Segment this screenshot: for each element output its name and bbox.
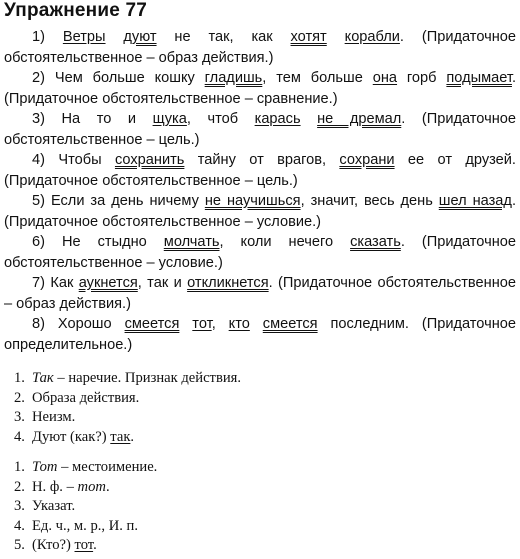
text-fragment: Хорошо bbox=[57, 316, 125, 332]
predicate-word: сохранить bbox=[114, 152, 185, 168]
sentence-number: 2) bbox=[32, 70, 55, 86]
text-fragment: не так, как bbox=[156, 29, 291, 45]
predicate-word: аукнется bbox=[78, 275, 138, 291]
text-fragment: последним. bbox=[317, 316, 422, 332]
italic-term: тот bbox=[77, 478, 106, 495]
predicate-word: шел назад bbox=[438, 193, 512, 209]
predicate-word: подымает bbox=[446, 70, 512, 86]
text-fragment: . bbox=[130, 428, 135, 445]
analysis-item bbox=[14, 408, 314, 428]
text-fragment: , значит, весь день bbox=[300, 193, 439, 209]
sentence-number: 8) bbox=[32, 316, 58, 332]
text-fragment: (Придаточное обстоятельственное – цель.) bbox=[4, 172, 298, 189]
text-fragment: тайну от врагов, bbox=[184, 152, 340, 168]
text-fragment: . bbox=[400, 234, 422, 250]
predicate-word: гладишь bbox=[204, 70, 263, 86]
text-fragment: Чем больше кошку bbox=[54, 70, 205, 86]
predicate-word: откликнется bbox=[187, 275, 269, 291]
predicate-word: сказать bbox=[350, 234, 401, 250]
text-fragment: , bbox=[211, 316, 229, 332]
sentence-number: 7) bbox=[32, 275, 51, 291]
text-fragment: . bbox=[268, 275, 279, 291]
subject-word: карась bbox=[254, 111, 301, 127]
analysis-item bbox=[14, 478, 314, 498]
text-fragment: (Придаточное обстоятельственное – образ действия.) bbox=[4, 29, 517, 66]
text-fragment: (Кто?) bbox=[32, 537, 75, 553]
sentence-number: 6) bbox=[32, 234, 62, 250]
analysis-item bbox=[14, 536, 314, 556]
text-fragment: (Придаточное определительное.) bbox=[4, 316, 516, 353]
analysis-number: 2. bbox=[14, 478, 25, 495]
subject-word: щука bbox=[152, 111, 187, 127]
text-fragment: Как bbox=[50, 275, 79, 291]
text-fragment: Указат. bbox=[32, 498, 76, 514]
sentence-paragraph bbox=[4, 232, 516, 273]
predicate-word: хотят bbox=[290, 29, 327, 45]
predicate-word: молчать bbox=[163, 234, 220, 250]
text-fragment: , тем больше bbox=[262, 70, 373, 86]
sentences-block bbox=[4, 27, 516, 355]
text-fragment: – местоимение. bbox=[57, 459, 158, 475]
text-fragment: . bbox=[93, 537, 97, 553]
text-fragment: Не стыдно bbox=[61, 234, 164, 250]
text-fragment: , коли нечего bbox=[219, 234, 351, 250]
text-fragment bbox=[250, 316, 263, 332]
analysis-item bbox=[14, 428, 314, 448]
text-fragment: . bbox=[511, 70, 517, 86]
predicate-word: сохрани bbox=[339, 152, 395, 168]
sentence-paragraph bbox=[4, 314, 516, 355]
predicate-word: не дремал bbox=[317, 111, 402, 127]
text-fragment: Дуют (как?) bbox=[32, 428, 111, 445]
sentence-number: 4) bbox=[32, 152, 59, 168]
italic-term: Так bbox=[32, 370, 54, 386]
subject-word: кто bbox=[228, 316, 250, 332]
italic-term: Тот bbox=[32, 459, 58, 475]
subject-word: она bbox=[372, 70, 398, 86]
text-fragment: (Придаточное обстоятельственное – цель.) bbox=[4, 111, 516, 148]
predicate-word: не научишься bbox=[204, 193, 301, 209]
subject-word: тот bbox=[192, 316, 212, 332]
sentence-paragraph bbox=[4, 68, 516, 109]
text-fragment bbox=[327, 29, 345, 45]
analysis-item bbox=[14, 517, 314, 537]
text-fragment: . bbox=[511, 193, 516, 209]
analysis-number: 2. bbox=[14, 389, 25, 406]
analysis-item bbox=[14, 458, 314, 478]
text-fragment: . bbox=[399, 29, 422, 45]
subject-word: так bbox=[110, 428, 131, 445]
text-fragment: Неизм. bbox=[32, 409, 76, 425]
sentence-paragraph bbox=[4, 27, 516, 68]
text-fragment: Чтобы bbox=[58, 152, 115, 168]
analysis-item bbox=[14, 389, 314, 409]
text-fragment: – наречие. Признак действия. bbox=[53, 370, 242, 386]
predicate-word: дуют bbox=[123, 29, 157, 45]
text-fragment: , чтоб bbox=[186, 111, 255, 127]
sentence-number: 1) bbox=[32, 29, 63, 45]
sentence-paragraph bbox=[4, 273, 516, 314]
text-fragment: На то и bbox=[61, 111, 153, 127]
text-fragment bbox=[106, 29, 124, 45]
sentence-number: 5) bbox=[32, 193, 51, 209]
text-fragment: горб bbox=[397, 70, 447, 86]
analysis-item bbox=[14, 369, 314, 389]
analysis-number: 3. bbox=[14, 409, 25, 425]
analysis-number: 4. bbox=[14, 517, 25, 534]
text-fragment: Ед. ч., м. р., И. п. bbox=[32, 517, 138, 534]
subject-word: корабли bbox=[344, 29, 400, 45]
analysis-number: 4. bbox=[14, 428, 25, 445]
text-fragment: . bbox=[105, 478, 110, 495]
analysis-number: 1. bbox=[14, 459, 25, 475]
analysis-number: 5. bbox=[14, 537, 25, 553]
subject-word: тот bbox=[74, 537, 94, 553]
sentence-paragraph bbox=[4, 150, 516, 191]
predicate-word: смеется bbox=[262, 316, 318, 332]
text-fragment: . bbox=[401, 111, 422, 127]
sentence-paragraph bbox=[4, 109, 516, 150]
text-fragment bbox=[179, 316, 192, 332]
sentence-paragraph bbox=[4, 191, 516, 232]
text-fragment: ее от друзей. bbox=[394, 152, 516, 168]
text-fragment: (Придаточное обстоятельственное – условие.) bbox=[4, 234, 516, 271]
sentence-number: 3) bbox=[32, 111, 62, 127]
analysis-block-tak bbox=[14, 369, 314, 447]
text-fragment: Если за день ничему bbox=[50, 193, 205, 209]
text-fragment: (Придаточное обстоятельственное – сравнение.) bbox=[4, 90, 338, 107]
text-fragment: (Придаточное обстоятельственное – условие.) bbox=[4, 213, 322, 230]
analysis-block-tot bbox=[14, 458, 314, 556]
analysis-number: 3. bbox=[14, 498, 25, 514]
predicate-word: смеется bbox=[124, 316, 180, 332]
analysis-number: 1. bbox=[14, 370, 25, 386]
exercise-title: Упражнение 77 bbox=[4, 0, 147, 21]
text-fragment: (Придаточное обстоятельственное – образ действия.) bbox=[4, 275, 516, 312]
text-fragment bbox=[301, 111, 318, 127]
text-fragment: Н. ф. – bbox=[32, 478, 78, 495]
text-fragment: Образа действия. bbox=[32, 389, 140, 406]
analysis-item bbox=[14, 497, 314, 517]
text-fragment: , так и bbox=[137, 275, 188, 291]
subject-word: Ветры bbox=[62, 29, 106, 45]
